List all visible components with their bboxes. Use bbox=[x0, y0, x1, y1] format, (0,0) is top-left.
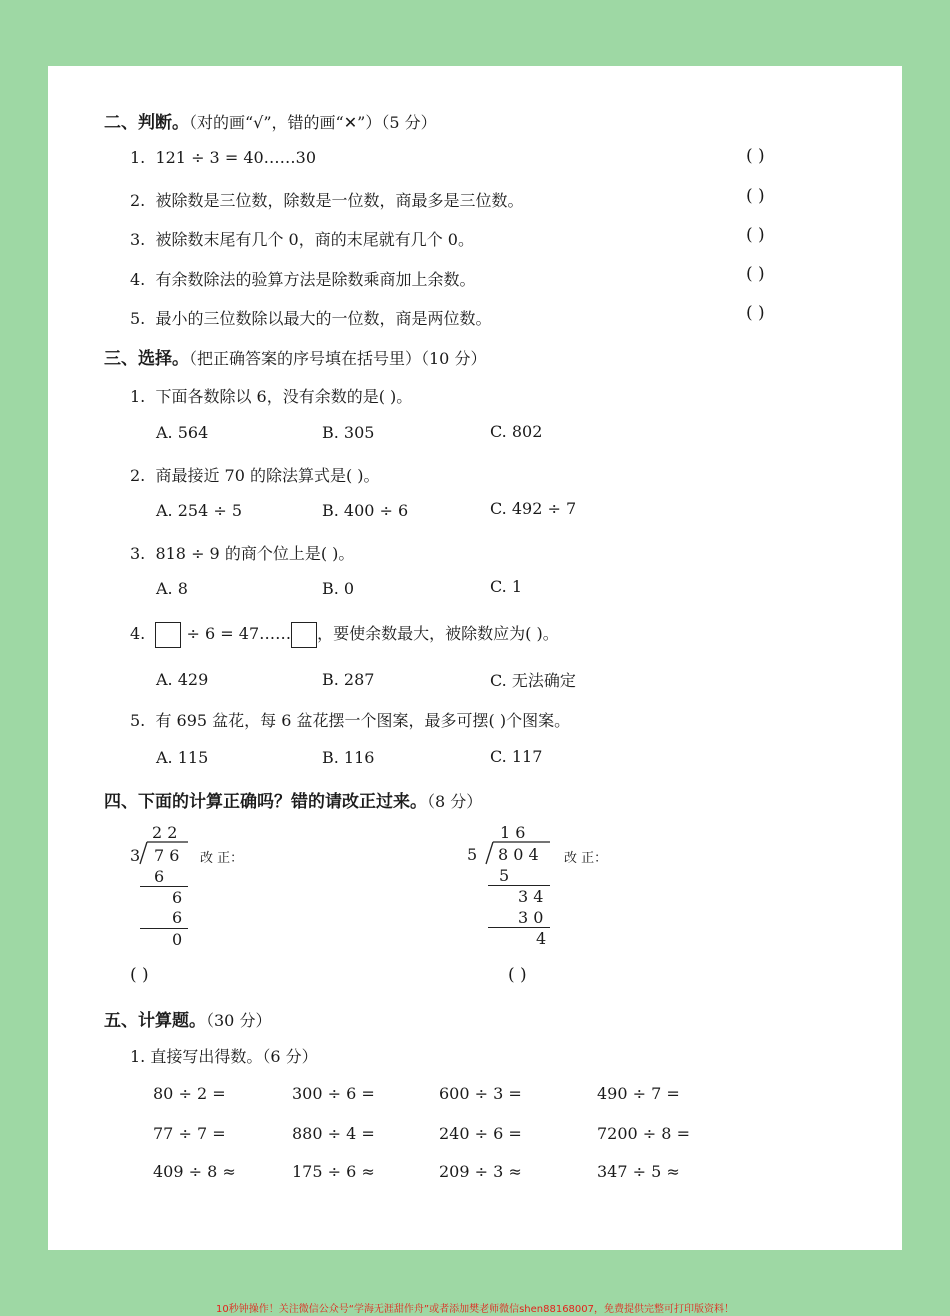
calc-item[interactable]: 347 ÷ 5 ≈ bbox=[597, 1162, 680, 1181]
section4-title: 四、下面的计算正确吗？错的请改正过来。 bbox=[104, 792, 427, 812]
item-text: 下面各数除以 6，没有余数的是( )。 bbox=[155, 387, 413, 406]
answer-paren[interactable]: ( ) bbox=[746, 146, 765, 166]
calc-item[interactable]: 7200 ÷ 8 = bbox=[597, 1124, 690, 1143]
step-line bbox=[140, 886, 188, 887]
step-remainder: 6 bbox=[172, 888, 183, 907]
option-b[interactable]: B. 305 bbox=[322, 423, 375, 442]
item-text: 有余数除法的验算方法是除数乘商加上余数。 bbox=[155, 270, 476, 289]
judge-item-5 bbox=[130, 306, 491, 329]
section4-note: （8 分） bbox=[427, 792, 483, 811]
worksheet-page bbox=[48, 66, 902, 1250]
calc-item[interactable]: 880 ÷ 4 = bbox=[292, 1124, 375, 1143]
option-a[interactable]: A. 254 ÷ 5 bbox=[156, 501, 243, 520]
calc-item[interactable]: 300 ÷ 6 = bbox=[292, 1084, 375, 1103]
section5-title: 五、计算题。 bbox=[104, 1011, 206, 1031]
calc-item[interactable]: 409 ÷ 8 ≈ bbox=[153, 1162, 236, 1181]
item-number: 5. bbox=[130, 309, 146, 328]
final-remainder: 0 bbox=[172, 930, 183, 949]
judge-item-1 bbox=[130, 148, 316, 167]
item-number: 5. bbox=[130, 711, 146, 730]
section2-note: （对的画“√”，错的画“✕”）（5 分） bbox=[189, 113, 437, 132]
item-number: 1. bbox=[130, 148, 146, 167]
answer-paren[interactable]: ( ) bbox=[508, 965, 527, 985]
choice-q3 bbox=[130, 541, 354, 564]
calc-item[interactable]: 77 ÷ 7 = bbox=[153, 1124, 226, 1143]
calc-item[interactable]: 80 ÷ 2 = bbox=[153, 1084, 226, 1103]
calc-item[interactable]: 240 ÷ 6 = bbox=[439, 1124, 522, 1143]
item-text: 121 ÷ 3 = 40……30 bbox=[155, 148, 317, 167]
item-text: 被除数是三位数，除数是一位数，商最多是三位数。 bbox=[155, 191, 524, 210]
dividend: 8 0 4 bbox=[498, 845, 539, 864]
option-c[interactable]: C. 无法确定 bbox=[490, 671, 576, 690]
quotient: 2 2 bbox=[152, 823, 178, 842]
calc-item[interactable]: 490 ÷ 7 = bbox=[597, 1084, 680, 1103]
option-b[interactable]: B. 287 bbox=[322, 670, 375, 689]
dividend: 7 6 bbox=[154, 846, 180, 865]
item-number: 2. bbox=[130, 466, 146, 485]
answer-paren[interactable]: ( ) bbox=[746, 303, 765, 323]
item-number: 2. bbox=[130, 191, 146, 210]
step-product: 3 0 bbox=[518, 908, 544, 927]
answer-paren[interactable]: ( ) bbox=[746, 264, 765, 284]
judge-item-3 bbox=[130, 227, 474, 250]
answer-paren[interactable]: ( ) bbox=[746, 225, 765, 245]
choice-q1 bbox=[130, 384, 412, 407]
option-a[interactable]: A. 8 bbox=[156, 579, 188, 598]
option-c[interactable]: C. 802 bbox=[490, 422, 543, 441]
item-text: 有 695 盆花，每 6 盆花摆一个图案，最多可摆( )个图案。 bbox=[155, 711, 571, 730]
item-text: 商最接近 70 的除法算式是( )。 bbox=[155, 466, 380, 485]
answer-paren[interactable]: ( ) bbox=[130, 965, 149, 985]
quotient: 1 6 bbox=[500, 823, 526, 842]
divisor: 3 bbox=[130, 846, 141, 865]
choice-q5 bbox=[130, 708, 570, 731]
item-number: 1. bbox=[130, 387, 146, 406]
choice-q2 bbox=[130, 463, 380, 486]
section3-note: （把正确答案的序号填在括号里）（10 分） bbox=[189, 349, 487, 368]
section3-heading bbox=[104, 344, 486, 369]
option-b[interactable]: B. 116 bbox=[322, 748, 375, 767]
section4-heading bbox=[104, 787, 482, 812]
step-remainder: 3 4 bbox=[518, 887, 544, 906]
option-c[interactable]: C. 117 bbox=[490, 747, 543, 766]
step-product: 6 bbox=[172, 908, 183, 927]
fix-label: 改 正： bbox=[200, 851, 244, 866]
option-c[interactable]: C. 492 ÷ 7 bbox=[490, 499, 577, 518]
item-number: 3. bbox=[130, 544, 146, 563]
section2-heading bbox=[104, 108, 437, 133]
option-a[interactable]: A. 115 bbox=[156, 748, 209, 767]
section5-note: （30 分） bbox=[206, 1011, 272, 1030]
judge-item-2 bbox=[130, 188, 523, 211]
section3-title: 三、选择。 bbox=[104, 349, 189, 369]
item-text: 被除数末尾有几个 0，商的末尾就有几个 0。 bbox=[155, 230, 474, 249]
option-a[interactable]: A. 564 bbox=[156, 423, 209, 442]
option-b[interactable]: B. 0 bbox=[322, 579, 355, 598]
option-b[interactable]: B. 400 ÷ 6 bbox=[322, 501, 409, 520]
divisor: 5 bbox=[467, 845, 478, 864]
section2-title: 二、判断。 bbox=[104, 113, 189, 133]
choice-q4 bbox=[130, 621, 559, 648]
calc-item[interactable]: 175 ÷ 6 ≈ bbox=[292, 1162, 375, 1181]
footer-banner: 10秒钟操作！关注微信公众号“学海无涯甜作舟”或者添加樊老师微信shen88168007，免费提供完整可打印版资料！ bbox=[215, 1304, 735, 1315]
item-text: 最小的三位数除以最大的一位数，商是两位数。 bbox=[155, 309, 492, 328]
option-c[interactable]: C. 1 bbox=[490, 577, 523, 596]
fix-label: 改 正： bbox=[564, 851, 608, 866]
blank-box[interactable] bbox=[291, 622, 317, 648]
step-product: 6 bbox=[154, 867, 165, 886]
step-line bbox=[488, 885, 550, 886]
answer-paren[interactable]: ( ) bbox=[746, 186, 765, 206]
sub-question-1: 1. 直接写出得数。（6 分） bbox=[130, 1047, 318, 1066]
calc-item[interactable]: 209 ÷ 3 ≈ bbox=[439, 1162, 522, 1181]
item-number: 4. bbox=[130, 270, 146, 289]
item-number: 3. bbox=[130, 230, 146, 249]
option-a[interactable]: A. 429 bbox=[156, 670, 209, 689]
item-number: 4. bbox=[130, 624, 146, 643]
step-product: 5 bbox=[499, 866, 510, 885]
final-remainder: 4 bbox=[536, 929, 547, 948]
blank-box[interactable] bbox=[155, 622, 181, 648]
calc-item[interactable]: 600 ÷ 3 = bbox=[439, 1084, 522, 1103]
step-line bbox=[140, 928, 188, 929]
item-text: 818 ÷ 9 的商个位上是( )。 bbox=[155, 544, 355, 563]
judge-item-4 bbox=[130, 267, 475, 290]
step-line bbox=[488, 927, 550, 928]
item-text: ÷ 6 = 47…… bbox=[186, 624, 292, 643]
item-text: ，要使余数最大，被除数应为( )。 bbox=[317, 624, 559, 643]
section5-heading bbox=[104, 1006, 271, 1031]
